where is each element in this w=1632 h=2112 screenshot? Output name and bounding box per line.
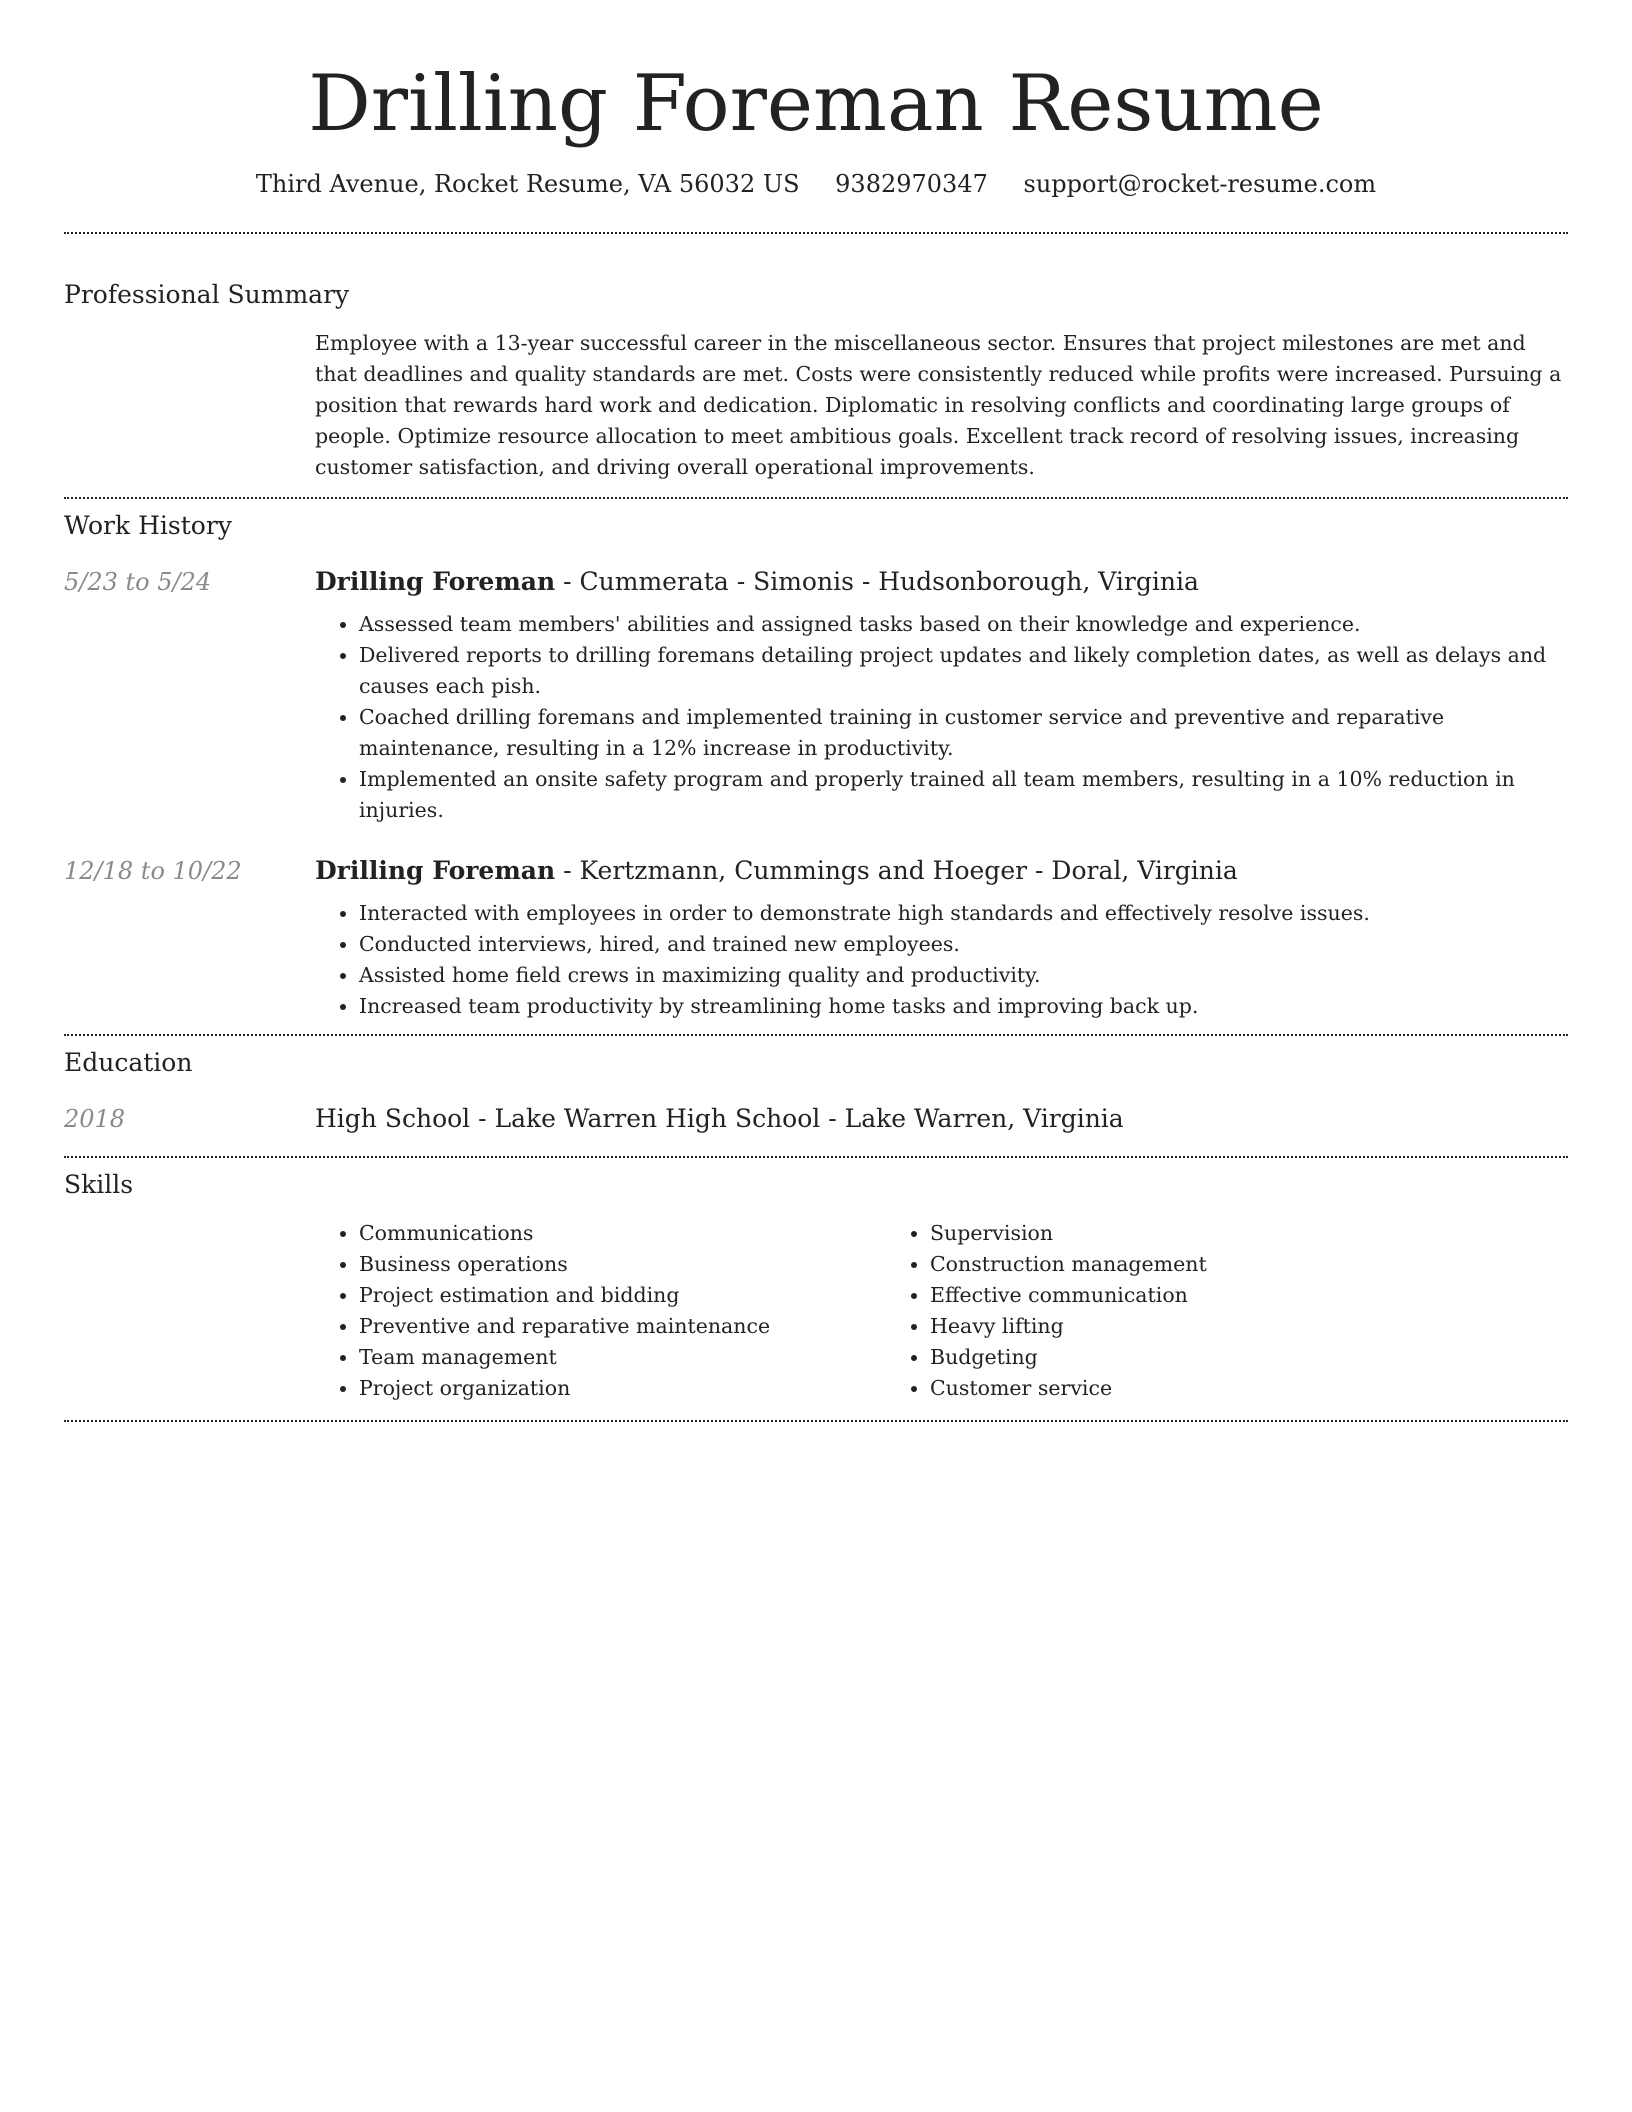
skill-item: • Project organization — [359, 1373, 886, 1404]
summary-text: Employee with a 13-year successful career in the miscellaneous sector. Ensures that project milestones are met and that deadlines and quality standards are met. Costs were consistently reduced while profits were increased. Pursuing a position that rewards hard work and dedication. Diplomatic in resolving conflicts and coordinating large groups of people. Optimize resource allocation to meet ambitious goals. Excellent track record of resolving issues, increasing customer satisfaction, and driving overall operational improvements. — [315, 331, 1562, 479]
section-divider — [64, 1156, 1568, 1158]
contact-address: Third Avenue, Rocket Resume, VA 56032 US — [255, 170, 800, 198]
job-bullets — [315, 898, 1568, 1022]
education-heading: Education — [64, 1048, 193, 1077]
skills-list-right — [886, 1218, 1457, 1404]
job-entry — [64, 854, 1568, 1022]
list-item: • Coached drilling foremans and implemented training in customer service and preventive and reparative maintenance, resulting in a 12% increase in productivity. — [359, 702, 1568, 764]
skills-columns — [315, 1218, 1568, 1404]
skills-heading: Skills — [64, 1170, 134, 1199]
skills-section — [64, 1168, 1568, 1404]
contact-phone: 9382970347 — [835, 170, 988, 198]
education-section — [64, 1046, 1568, 1136]
skill-item: • Budgeting — [930, 1342, 1457, 1373]
list-item: • Interacted with employees in order to demonstrate high standards and effectively resolve issues. — [359, 898, 1568, 929]
section-divider — [64, 497, 1568, 499]
work-history-section — [64, 509, 1568, 1022]
education-details: - Lake Warren High School - Lake Warren, Virginia — [470, 1104, 1124, 1133]
section-divider — [64, 232, 1568, 234]
skill-item: • Preventive and reparative maintenance — [359, 1311, 886, 1342]
job-role: Drilling Foreman — [315, 567, 556, 596]
list-item: • Delivered reports to drilling foremans detailing project updates and likely completion dates, as well as delays and causes each pish. — [359, 640, 1568, 702]
skills-list-left — [315, 1218, 886, 1404]
contact-email: support@rocket-resume.com — [1023, 170, 1377, 198]
job-title — [315, 854, 1568, 888]
list-item: • Assisted home field crews in maximizing quality and productivity. — [359, 960, 1568, 991]
skill-item: • Customer service — [930, 1373, 1457, 1404]
list-item: • Implemented an onsite safety program and properly trained all team members, resulting in a 10% reduction in injuries. — [359, 764, 1568, 826]
skill-item: • Construction management — [930, 1249, 1457, 1280]
skill-item: • Business operations — [359, 1249, 886, 1280]
list-item: • Conducted interviews, hired, and trained new employees. — [359, 929, 1568, 960]
work-history-heading: Work History — [64, 511, 232, 540]
skill-item: • Project estimation and bidding — [359, 1280, 886, 1311]
job-bullets — [315, 609, 1568, 826]
resume-title: Drilling Foreman Resume — [308, 59, 1324, 149]
skill-item: • Effective communication — [930, 1280, 1457, 1311]
education-year: 2018 — [64, 1105, 126, 1133]
summary-heading: Professional Summary — [64, 280, 350, 309]
list-item: • Increased team productivity by streamlining home tasks and improving back up. — [359, 991, 1568, 1022]
skill-item: • Communications — [359, 1218, 886, 1249]
skill-item: • Team management — [359, 1342, 886, 1373]
job-details: - Cummerata - Simonis - Hudsonborough, Virginia — [555, 567, 1199, 596]
list-item: • Assessed team members' abilities and assigned tasks based on their knowledge and experience. — [359, 609, 1568, 640]
skill-item: • Supervision — [930, 1218, 1457, 1249]
job-role: Drilling Foreman — [315, 856, 556, 885]
job-dates: 5/23 to 5/24 — [64, 568, 212, 596]
section-divider — [64, 1034, 1568, 1036]
job-title — [315, 565, 1568, 599]
job-entry — [64, 565, 1568, 826]
job-dates: 12/18 to 10/22 — [64, 857, 242, 885]
education-entry — [64, 1102, 1568, 1136]
summary-section — [64, 278, 1568, 483]
section-divider — [64, 1420, 1568, 1422]
job-details: - Kertzmann, Cummings and Hoeger - Doral, Virginia — [555, 856, 1238, 885]
education-degree: High School — [315, 1104, 471, 1133]
education-title — [315, 1102, 1568, 1136]
skill-item: • Heavy lifting — [930, 1311, 1457, 1342]
contact-line — [64, 166, 1568, 202]
